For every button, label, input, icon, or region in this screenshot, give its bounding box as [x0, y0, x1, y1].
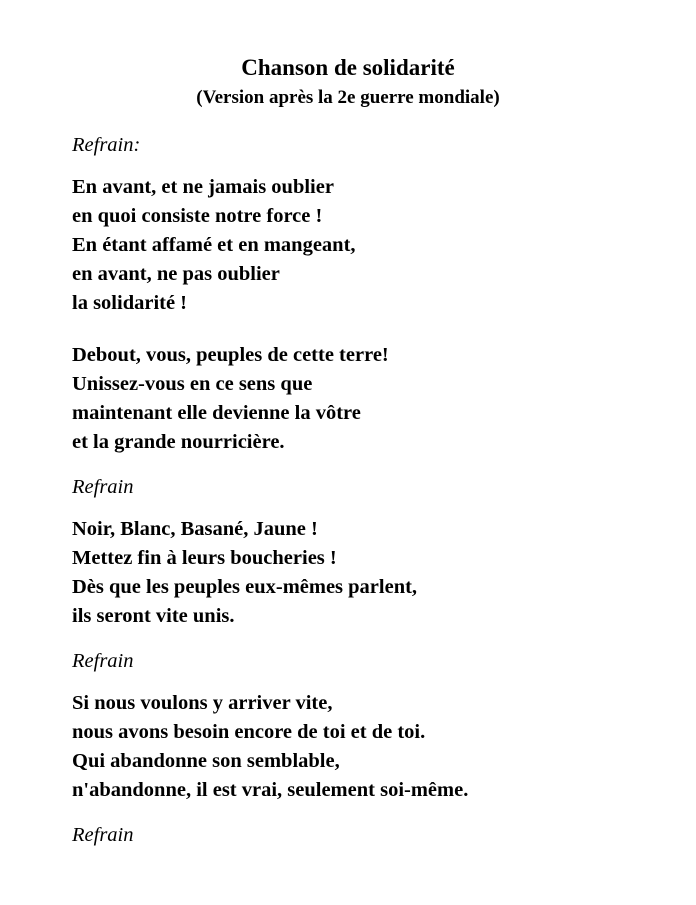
lyric-line: Si nous voulons y arriver vite, — [72, 692, 333, 714]
lyric-line: maintenant elle devienne la vôtre — [72, 402, 361, 424]
song-title: Chanson de solidarité — [241, 55, 455, 80]
refrain-intro-label: Refrain: — [72, 134, 141, 156]
lyric-line: n'abandonne, il est vrai, seulement soi-même. — [72, 779, 469, 801]
lyric-line: Debout, vous, peuples de cette terre! — [72, 344, 389, 366]
refrain-label: Refrain — [72, 650, 134, 672]
lyric-line: En avant, et ne jamais oublier — [72, 176, 334, 198]
refrain-label: Refrain — [72, 476, 134, 498]
lyric-line: nous avons besoin encore de toi et de toi. — [72, 721, 426, 743]
song-subtitle: (Version après la 2e guerre mondiale) — [196, 87, 500, 108]
lyric-line: et la grande nourricière. — [72, 431, 285, 453]
lyric-line: ils seront vite unis. — [72, 605, 235, 627]
lyric-line: Noir, Blanc, Basané, Jaune ! — [72, 518, 318, 540]
stanza-verse-3 — [72, 689, 696, 805]
stanza-refrain — [72, 173, 696, 318]
lyric-line: Dès que les peuples eux-mêmes parlent, — [72, 576, 418, 598]
lyric-line: En étant affamé et en mangeant, — [72, 234, 356, 256]
song-header — [0, 0, 696, 112]
stanza-verse-1 — [72, 341, 696, 457]
stanza-verse-2 — [72, 515, 696, 631]
lyric-line: Mettez fin à leurs boucheries ! — [72, 547, 337, 569]
lyric-line: Unissez-vous en ce sens que — [72, 373, 313, 395]
lyrics-content — [72, 131, 696, 850]
lyric-line: Qui abandonne son semblable, — [72, 750, 340, 772]
lyric-line: en quoi consiste notre force ! — [72, 205, 323, 227]
lyric-line: la solidarité ! — [72, 292, 188, 314]
refrain-label: Refrain — [72, 824, 134, 846]
lyric-line: en avant, ne pas oublier — [72, 263, 280, 285]
